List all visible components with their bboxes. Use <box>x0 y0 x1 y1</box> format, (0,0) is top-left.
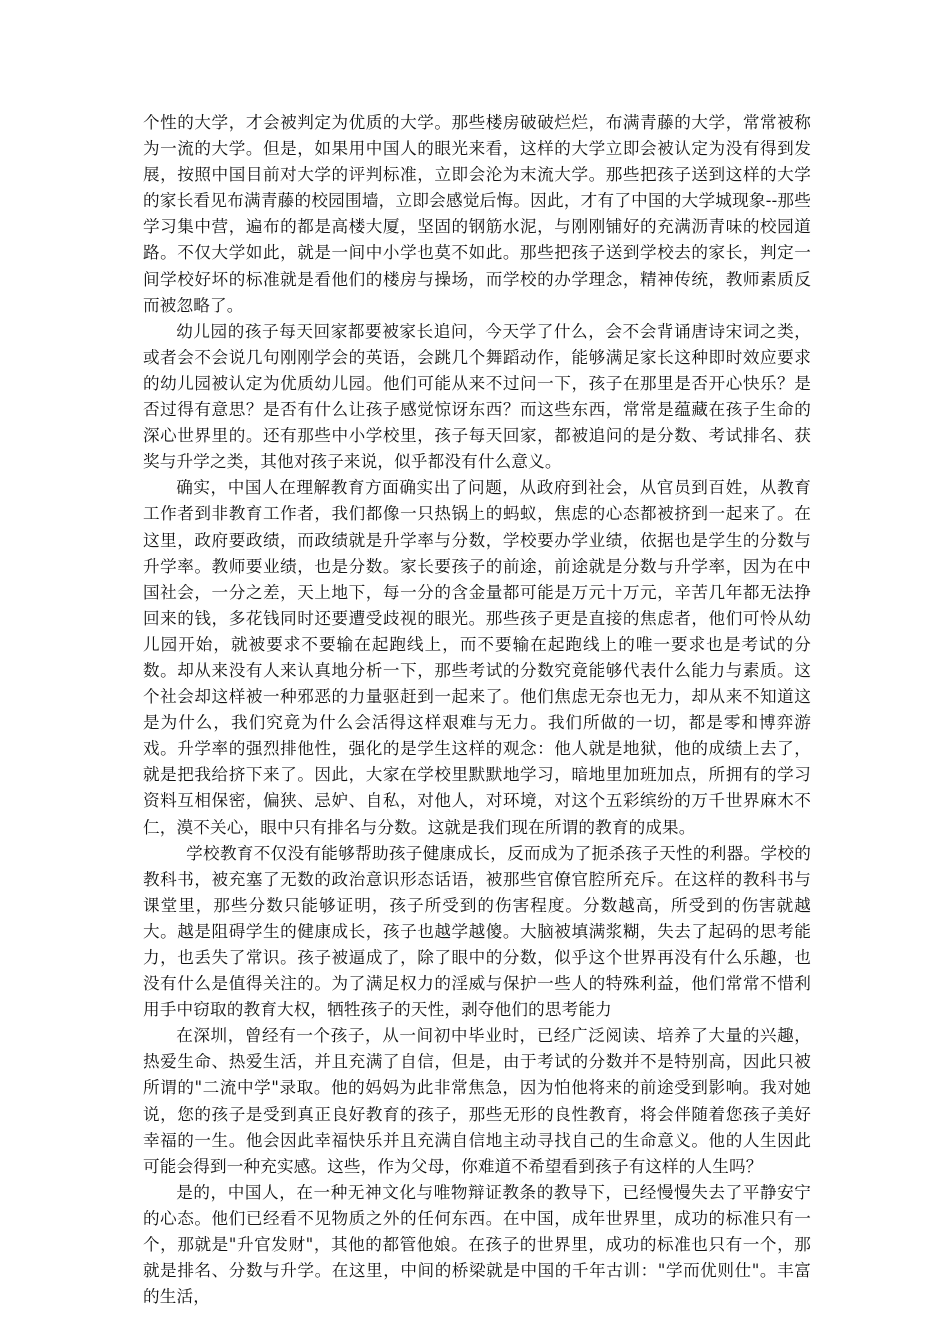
body-text <box>143 110 811 1310</box>
paragraph-6: 是的，中国人，在一种无神文化与唯物辩证教条的教导下，已经慢慢失去了平静安宁的心态。他们已经看不见物质之外的任何东西。在中国，成年世界里，成功的标准只有一个，那就是"升官发财"，其他的都管他娘。在孩子的世界里，成功的标准也只有一个，那就是排名、分数与升学。在这里，中间的桥梁就是中国的千年古训："学而优则仕"。丰富的生活， <box>143 1182 811 1307</box>
paragraph-3: 确实，中国人在理解教育方面确实出了问题，从政府到社会，从官员到百姓，从教育工作者到非教育工作者，我们都像一只热锅上的蚂蚁，焦虑的心态都被挤到一起来了。在这里，政府要政绩，而政绩就是升学率与分数，学校要办学业绩，依据也是学生的分数与升学率。教师要业绩，也是分数。家长要孩子的前途，前途就是分数与升学率，因为在中国社会，一分之差，天上地下，每一分的含金量都可能是万元十万元，辛苦几年都无法挣回来的钱，多花钱同时还要遭受歧视的眼光。那些孩子更是直接的焦虑者，他们可怜从幼儿园开始，就被要求不要输在起跑线上，而不要输在起跑线上的唯一要求也是考试的分数。却从来没有人来认真地分析一下，那些考试的分数究竟能够代表什么能力与素质。这个社会却这样被一种邪恶的力量驱赶到一起来了。他们焦虑无奈也无力，却从来不知道这是为什么，我们究竟为什么会活得这样艰难与无力。我们所做的一切，都是零和博弈游戏。升学率的强烈排他性，强化的是学生这样的观念：他人就是地狱，他的成绩上去了，就是把我给挤下来了。因此，大家在学校里默默地学习，暗地里加班加点，所拥有的学习资料互相保密，偏狭、忌妒、自私，对他人，对环境，对这个五彩缤纷的万千世界麻木不仁，漠不关心，眼中只有排名与分数。这就是我们现在所谓的教育的成果。 <box>143 478 811 837</box>
paragraph-1: 个性的大学，才会被判定为优质的大学。那些楼房破破烂烂，布满青藤的大学，常常被称为一流的大学。但是，如果用中国人的眼光来看，这样的大学立即会被认定为没有得到发展，按照中国目前对大学的评判标准，立即会沦为末流大学。那些把孩子送到这样的大学的家长看见布满青藤的校园围墙，立即会感觉后悔。因此，才有了中国的大学城现象--那些学习集中营，遍布的都是高楼大厦，坚固的钢筋水泥，与刚刚铺好的充满沥青味的校园道路。不仅大学如此，就是一间中小学也莫不如此。那些把孩子送到学校去的家长，判定一间学校好坏的标准就是看他们的楼房与操场，而学校的办学理念，精神传统，教师素质反而被忽略了。 <box>143 113 811 315</box>
paragraph-5: 在深圳，曾经有一个孩子，从一间初中毕业时，已经广泛阅读、培养了大量的兴趣，热爱生命、热爱生活，并且充满了自信，但是，由于考试的分数并不是特别高，因此只被所谓的"二流中学"录取。他的妈妈为此非常焦急，因为怕他将来的前途受到影响。我对她说，您的孩子是受到真正良好教育的孩子，那些无形的良性教育，将会伴随着您孩子美好幸福的一生。他会因此幸福快乐并且充满自信地主动寻找自己的生命意义。他的人生因此可能会得到一种充实感。这些，作为父母，你难道不希望看到孩子有这样的人生吗？ <box>143 1026 811 1176</box>
paragraph-4: 学校教育不仅没有能够帮助孩子健康成长，反而成为了扼杀孩子天性的利器。学校的教科书，被充塞了无数的政治意识形态话语，被那些官僚官腔所充斥。在这样的教科书与课堂里，那些分数只能够证明，孩子所受到的伤害程度。分数越高，所受到的伤害就越大。越是阻碍学生的健康成长，孩子也越学越傻。大脑被填满浆糊，失去了起码的思考能力，也丢失了常识。孩子被逼成了，除了眼中的分数，似乎这个世界再没有什么乐趣，也没有什么是值得关注的。为了满足权力的淫威与保护一些人的特殊利益，他们常常不惜利用手中窃取的教育大权，牺牲孩子的天性，剥夺他们的思考能力 <box>143 843 811 1020</box>
paragraph-2: 幼儿园的孩子每天回家都要被家长追问，今天学了什么，会不会背诵唐诗宋词之类，或者会不会说几句刚刚学会的英语，会跳几个舞蹈动作，能够满足家长这种即时效应要求的幼儿园被认定为优质幼儿园。他们可能从来不过问一下，孩子在那里是否开心快乐？是否过得有意思？是否有什么让孩子感觉惊讶东西？而这些东西，常常是蕴藏在孩子生命的深心世界里的。还有那些中小学校里，孩子每天回家，都被追问的是分数、考试排名、获奖与升学之类，其他对孩子来说，似乎都没有什么意义。 <box>143 321 811 472</box>
